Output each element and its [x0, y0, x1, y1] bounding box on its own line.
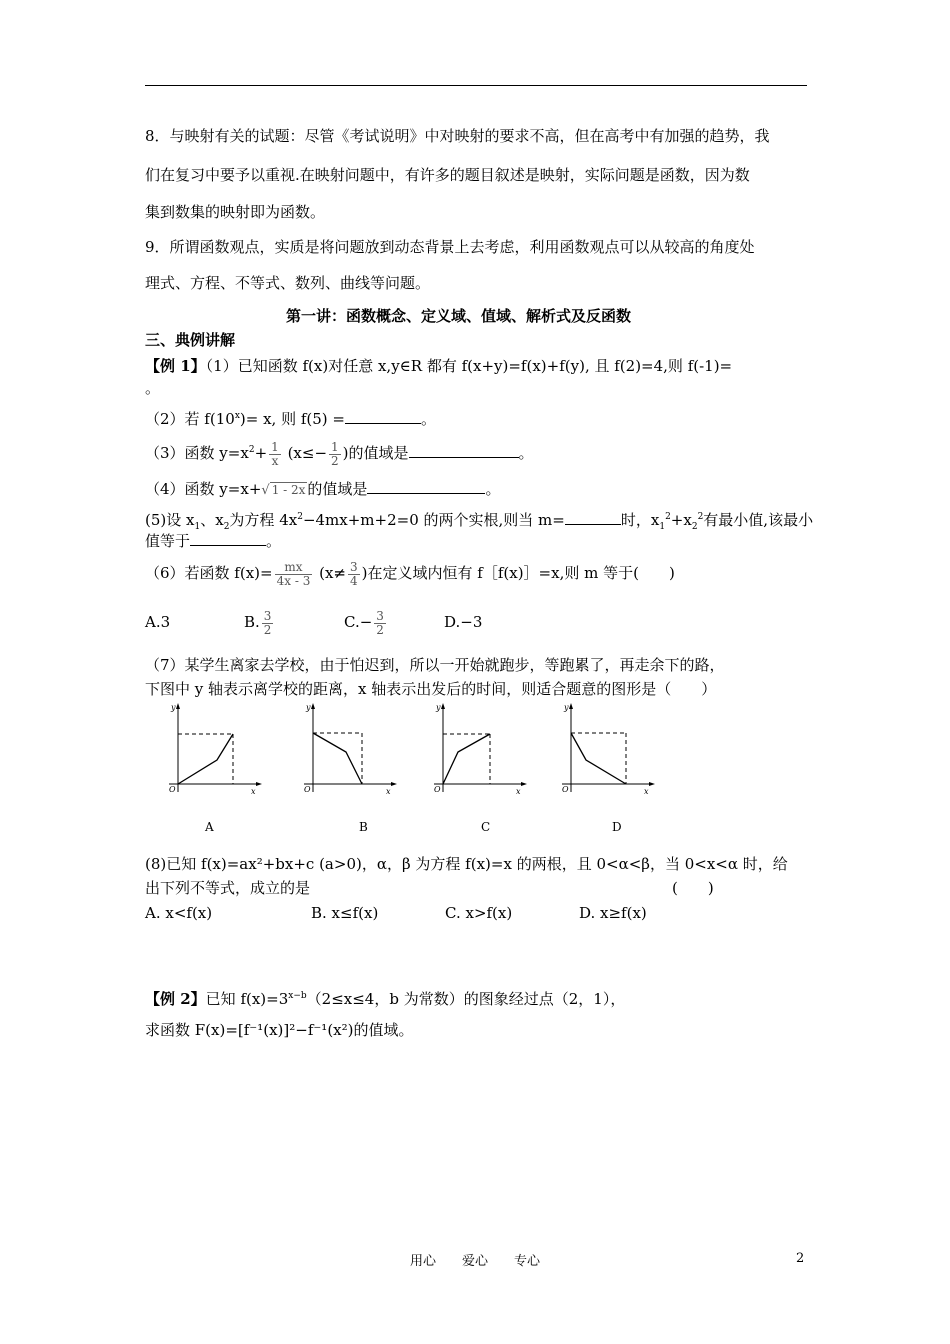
graph-label-d: D [612, 820, 622, 834]
svg-text:x: x [644, 787, 649, 796]
graph-b[interactable] [290, 700, 400, 800]
answer-blank[interactable] [409, 443, 519, 458]
example-2-tag: 【例 2】 [145, 990, 206, 1008]
lecture-title: 第一讲：函数概念、定义域、值域、解析式及反函数 [286, 307, 632, 325]
answer-blank[interactable] [565, 510, 621, 525]
q8-option-b[interactable]: B. x≤f(x) [311, 904, 379, 922]
q8-option-c[interactable]: C. x>f(x) [445, 904, 513, 922]
question-7-line-2: 下图中 y 轴表示离学校的距离，x 轴表示出发后的时间，则适合题意的图形是（ ） [145, 680, 717, 698]
question-5: (5)设 $x_1$、$x_2$为方程 $4x^2-4mx+m+2=0$ 的两个实根,则当 m= 时，$x_1^2+x_2^2$有最小值,该最小 [145, 511, 814, 532]
para-9-line-2: 理式、方程、不等式、数列、曲线等问题。 [145, 274, 431, 292]
svg-text:x: x [386, 787, 391, 796]
para-8-line-3: 集到数集的映射即为函数。 [145, 203, 326, 221]
question-8-line-1: (8)已知 f(x)=ax²+bx+c (a>0)，α，β 为方程 f(x)=x 的两根，且 0<α<β，当 0<x<α 时，给 [145, 855, 788, 873]
graph-label-c: C [481, 820, 491, 834]
svg-text:O: O [562, 785, 569, 794]
question-8-line-2: 出下列不等式，成立的是 [145, 879, 311, 897]
q6-option-c[interactable]: C.− $\frac{3}{2}$ [344, 608, 384, 637]
svg-text:O: O [434, 785, 441, 794]
graph-a[interactable] [155, 700, 265, 800]
question-4: （4）函数 y=x+√ 1 - 2x 的值域是 。 [145, 480, 501, 498]
q8-answer-paren[interactable]: ( ) [672, 879, 714, 897]
graph-label-a: A [205, 820, 214, 834]
q8-option-d[interactable]: D. x≥f(x) [579, 904, 647, 922]
page-number: 2 [796, 1251, 805, 1266]
svg-text:y: y [564, 703, 569, 712]
example-1-q1 [145, 356, 732, 376]
para-8-line-1: 8．与映射有关的试题：尽管《考试说明》中对映射的要求不高，但在高考中有加强的趋势，我 [145, 127, 770, 145]
question-5-line-2: 值等于 。 [145, 532, 282, 550]
svg-text:x: x [251, 787, 256, 796]
q1-text: （1）已知函数 f(x)对任意 x,y∈R 都有 f(x+y)=f(x)+f(y), 且 f(2)=4,则 f(-1)= [205, 357, 733, 375]
question-6: （6）若函数 f(x)= $\frac{mx}{4x - 3}$ (x≠ $\frac{3}{4}$ )在定义域内恒有 f［f(x)］=x,则 m 等于( ) [145, 559, 675, 588]
svg-text:y: y [436, 703, 441, 712]
fraction: $\frac{1}{2}$ [331, 439, 339, 468]
example-2-line-1: 【例 2】已知 $f(x)=3^{x-b}(2\le x\le 4$，b 为常数）的图象经过点（2，1）， [145, 990, 626, 1008]
svg-text:y: y [171, 703, 176, 712]
svg-text:y: y [306, 703, 311, 712]
graph-d[interactable] [548, 700, 658, 800]
section-title: 三、典例讲解 [145, 331, 236, 349]
answer-blank[interactable] [345, 409, 421, 424]
q6-option-a[interactable]: A.3 [145, 613, 171, 631]
sqrt-expression: 1 - 2x [271, 483, 306, 497]
graph-label-b: B [359, 820, 368, 834]
graph-c[interactable] [420, 700, 530, 800]
q8-option-a[interactable]: A. x<f(x) [145, 904, 213, 922]
q1-end: 。 [145, 379, 161, 397]
footer-slogan: 用心 爱心 专心 [409, 1254, 540, 1269]
example-2-line-2: 求函数 F(x)=[f⁻¹(x)]²−f⁻¹(x²)的值域。 [145, 1021, 414, 1039]
svg-text:O: O [169, 785, 176, 794]
svg-text:O: O [304, 785, 311, 794]
q6-option-d[interactable]: D.−3 [444, 613, 483, 631]
question-2: （2）若 $f(10^x)= x$, 则 f(5) = 。 [145, 410, 436, 428]
para-8-line-2: 们在复习中要予以重视.在映射问题中，有许多的题目叙述是映射，实际问题是函数，因为数 [145, 166, 750, 184]
question-3: （3）函数 $y=x^2+$ $\frac{1}{x}$ (x≤− $\frac{1}{2}$ )的值域是 。 [145, 439, 534, 468]
answer-blank[interactable] [367, 479, 485, 494]
header-rule [145, 85, 807, 86]
example-1-tag: 【例 1】 [145, 357, 206, 375]
answer-blank[interactable] [190, 531, 266, 546]
svg-text:x: x [516, 787, 521, 796]
q6-option-b[interactable]: B. $\frac{3}{2}$ [244, 608, 272, 637]
fraction: $\frac{1}{x}$ [271, 439, 279, 468]
para-9-line-1: 9．所谓函数观点，实质是将问题放到动态背景上去考虑，利用函数观点可以从较高的角度处 [145, 238, 755, 256]
question-7-line-1: （7）某学生离家去学校，由于怕迟到，所以一开始就跑步，等跑累了，再走余下的路， [145, 656, 725, 674]
